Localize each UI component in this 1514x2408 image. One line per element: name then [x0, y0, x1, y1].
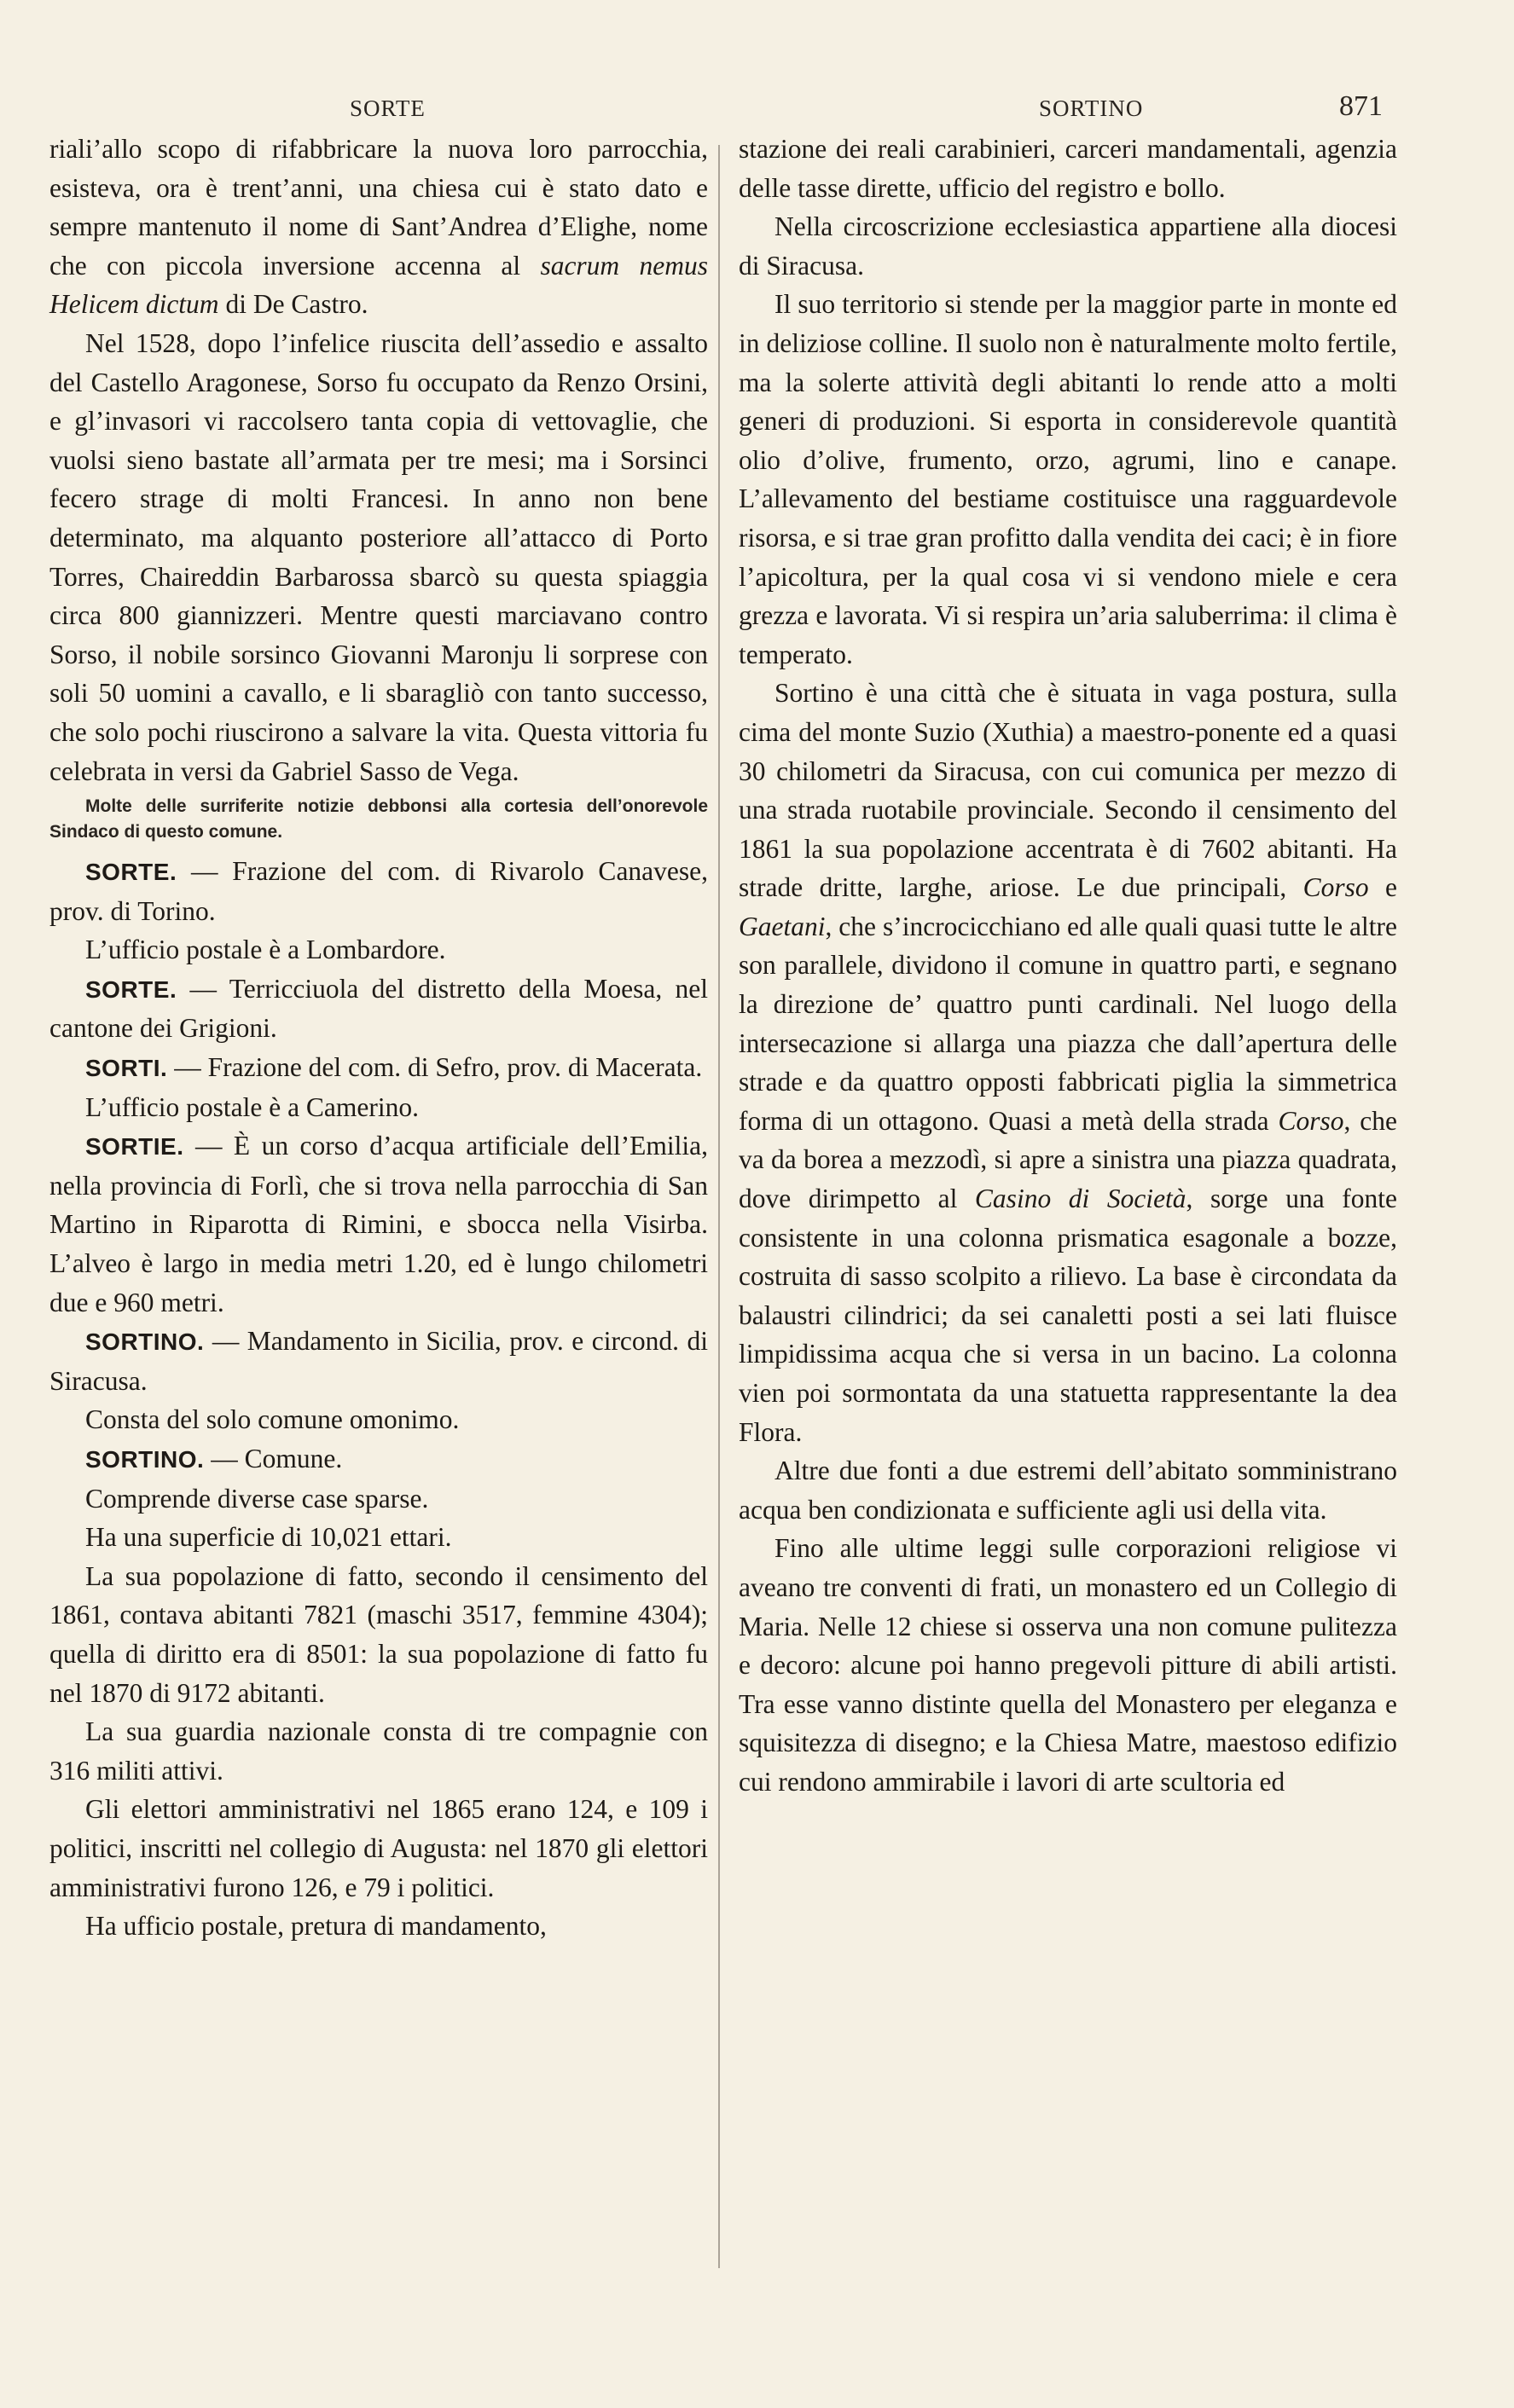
entry-sortino-comune: SORTINO. — Comune. [85, 1444, 343, 1473]
entry-headword: SORTINO. [85, 1446, 205, 1473]
entry-headword: SORTINO. [85, 1328, 205, 1356]
paragraph: Nel 1528, dopo l’infelice riuscita dell’assedio e assalto del Castello Aragonese, Sorso fu occupato da Renzo Orsini, e gl’invasori vi raccolsero tanta copia di vettovaglie, che vuolsi sieno bastate all’armata per tre mesi; ma i Sorsinci fecero strage di molti Francesi. In anno non bene determinato, ma alquanto posteriore all’attacco di Porto Torres, Chaireddin Barbarossa sbarcò su questa spiaggia circa 800 giannizzeri. Mentre questi marciavano contro Sorso, il nobile sorsinco Giovanni Maronju li sorprese con soli 50 uomini a cavallo, e li sbaragliò con tanto successo, che solo pochi riuscirono a salvare la vita. Questa vittoria fu celebrata in versi da Gabriel Sasso de Vega. [49, 327, 708, 786]
paragraph: La sua guardia nazionale consta di tre compagnie con 316 militi attivi. [49, 1716, 708, 1786]
paragraph: Nella circoscrizione ecclesiastica appartiene alla diocesi di Siracusa. [739, 211, 1397, 281]
entry-headword: SORTE. [85, 975, 177, 1003]
right-column [739, 130, 1397, 1802]
paragraph: Gli elettori amministrativi nel 1865 erano 124, e 109 i politici, inscritti nel collegio di Augusta: nel 1870 gli elettori amministrativi furono 126, e 79 i politici. [49, 1794, 708, 1902]
paragraph: Consta del solo comune omonimo. [85, 1404, 460, 1435]
paragraph: La sua popolazione di fatto, secondo il censimento del 1861, contava abitanti 7821 (maschi 3517, femmine 4304); quella di diritto era di 8501: la sua popolazione di fatto fu nel 1870 di 9172 abitanti. [49, 1560, 708, 1708]
entry-sortino-mandamento: SORTINO. — Mandamento in Sicilia, prov. e circond. di Siracusa. [49, 1326, 709, 1396]
paragraph: Ha una superficie di 10,021 ettari. [85, 1522, 452, 1553]
entry-sortie: SORTIE. — È un corso d’acqua artificiale dell’Emilia, nella provincia di Forlì, che si trova nella parrocchia di San Martino in Riparotta di Rimini, e sbocca nella Visirba. L’alveo è largo in media metri 1.20, ed è lungo chilometri due e 960 metri. [49, 1131, 709, 1317]
footnote: Molte delle surriferite notizie debbonsi alla cortesia dell’onorevole Sindaco di questo comune. [49, 796, 708, 842]
entry-headword: SORTE. [85, 859, 177, 886]
entry-sorti: SORTI. — Frazione del com. di Sefro, prov. di Macerata. [85, 1052, 703, 1083]
paragraph: riali’allo scopo di rifabbricare la nuova loro parrocchia, esisteva, ora è trent’anni, una chiesa cui è stato dato e sempre mantenuto il nome di Sant’Andrea d’Elighe, nome che con piccola inversione accenna al sacrum nemus Helicem dictum di De Castro. [49, 134, 708, 320]
left-column [49, 130, 708, 1946]
paragraph: Altre due fonti a due estremi dell’abitato somministrano acqua ben condizionata e sufficiente agli usi della vita. [739, 1456, 1397, 1525]
running-head-right: SORTINO [1039, 96, 1144, 121]
paragraph: Ha ufficio postale, pretura di mandamento, [85, 1911, 547, 1942]
entry-sorte-2: SORTE. — Terricciuola del distretto della Moesa, nel cantone dei Grigioni. [49, 973, 708, 1044]
paragraph: L’ufficio postale è a Camerino. [85, 1091, 420, 1122]
paragraph: Sortino è una città che è situata in vaga postura, sulla cima del monte Suzio (Xuthia) a maestro-ponente ed a quasi 30 chilometri da Siracusa, con cui comunica per mezzo di una strada ruotabile provinciale. Secondo il censimento del 1861 la sua popolazione accentrata è di 7602 abitanti. Ha strade dritte, larghe, ariose. Le due principali, Corso e Gaetani, che s’incrocicchiano ed alle quali quasi tutte le altre son parallele, dividono il comune in quattro parti, e segnano la direzione de’ quattro punti cardinali. Nel luogo della intersecazione si allarga una piazza che dall’apertura delle strade e da quattro opposti fabbricati piglia la simmetrica forma di un ottagono. Quasi a metà della strada Corso, che va da borea a mezzodì, si apre a sinistra una piazza quadrata, dove dirimpetto al Casino di Società, sorge una fonte consistente in una colonna prismatica esagonale a bozze, costruita di sasso scolpito a rilievo. La base è circondata da balaustri cilindrici; da sei canaletti posti a sei lati fluisce limpidissima acqua che si versa in un bacino. La colonna vien poi sormontata da una statuetta rappresentante la dea Flora. [739, 678, 1398, 1447]
entry-headword: SORTI. [85, 1055, 168, 1082]
running-head-left: SORTE [350, 96, 426, 121]
paragraph: Comprende diverse case sparse. [85, 1483, 429, 1514]
entry-sorte-1: SORTE. — Frazione del com. di Rivarolo Canavese, prov. di Torino. [49, 856, 709, 926]
entry-headword: SORTIE. [85, 1133, 184, 1161]
page-number: 871 [1339, 90, 1383, 122]
paragraph: L’ufficio postale è a Lombardore. [85, 935, 446, 965]
paragraph: stazione dei reali carabinieri, carceri mandamentali, agenzia delle tasse dirette, ufficio del registro e bollo. [739, 134, 1397, 203]
paragraph: Fino alle ultime leggi sulle corporazioni religiose vi aveano tre conventi di frati, un monastero ed un Collegio di Maria. Nelle 12 chiese si osserva una non comune pulitezza e decoro: alcune poi hanno pregevoli pitture di abili artisti. Tra esse vanno distinte quella del Monastero per eleganza e squisitezza di disegno; e la Chiesa Matre, maestoso edifizio cui rendono ammirabile i lavori di arte scultoria ed [739, 1533, 1397, 1797]
column-divider [718, 145, 720, 2268]
paragraph: Il suo territorio si stende per la maggior parte in monte ed in deliziose colline. Il suolo non è naturalmente molto fertile, ma la solerte attività degli abitanti lo rende atto a molti generi di produzioni. Si esporta in considerevole quantità olio d’olive, frumento, orzo, agrumi, lino e canape. L’allevamento del bestiame costituisce una ragguardevole risorsa, e si trae gran profitto dalla vendita dei caci; è in fiore l’apicoltura, per la qual cosa vi si vendono miele e cera grezza e lavorata. Vi si respira un’aria saluberrima: il clima è temperato. [739, 289, 1397, 669]
